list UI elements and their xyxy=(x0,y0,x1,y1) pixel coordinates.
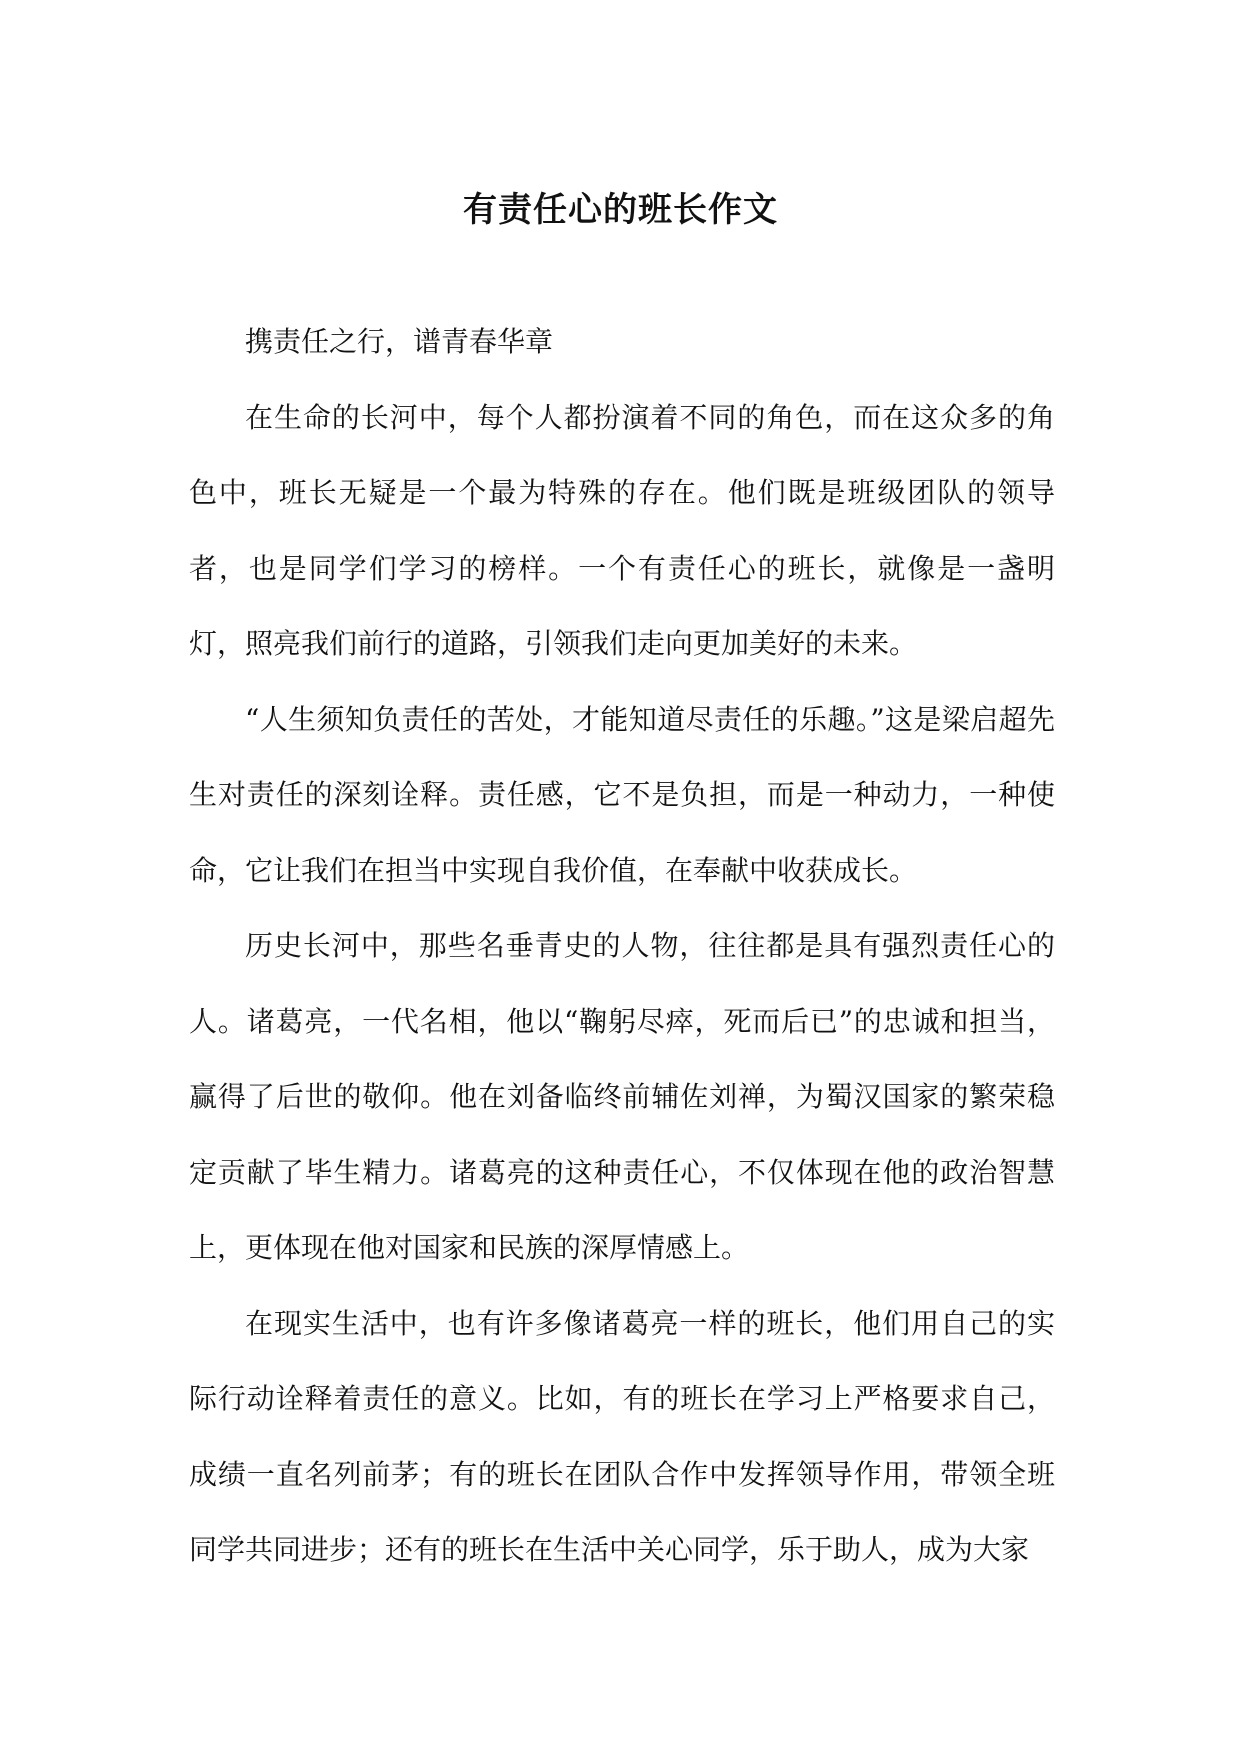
subtitle-paragraph: 携责任之行，谱青春华章 xyxy=(245,325,554,358)
body-paragraph: 在现实生活中，也有许多像诸葛亮一样的班长，他们用自己的实际行动诠释着责任的意义。比如，有的班长在学习上严格要求自己，成绩一直名列前茅；有的班长在团队合作中发挥领导作用，带领全班同学共同进步；还有的班长在生活中关心同学，乐于助人，成为大家 xyxy=(189,1306,1055,1566)
body-paragraph: 在生命的长河中，每个人都扮演着不同的角色，而在这众多的角色中，班长无疑是一个最为特殊的存在。他们既是班级团队的领导者，也是同学们学习的榜样。一个有责任心的班长，就像是一盏明灯，照亮我们前行的道路，引领我们走向更加美好的未来。 xyxy=(189,400,1055,660)
body-paragraph: 历史长河中，那些名垂青史的人物，往往都是具有强烈责任心的人。诸葛亮，一代名相，他以“鞠躬尽瘁，死而后已”的忠诚和担当，赢得了后世的敬仰。他在刘备临终前辅佐刘禅，为蜀汉国家的繁荣稳定贡献了毕生精力。诸葛亮的这种责任心，不仅体现在他的政治智慧上，更体现在他对国家和民族的深厚情感上。 xyxy=(189,929,1055,1264)
document-body xyxy=(189,304,1055,1588)
document-title: 有责任心的班长作文 xyxy=(463,190,778,230)
body-paragraph: “人生须知负责任的苦处，才能知道尽责任的乐趣。”这是梁启超先生对责任的深刻诠释。责任感，它不是负担，而是一种动力，一种使命，它让我们在担当中实现自我价值，在奉献中收获成长。 xyxy=(189,702,1055,887)
